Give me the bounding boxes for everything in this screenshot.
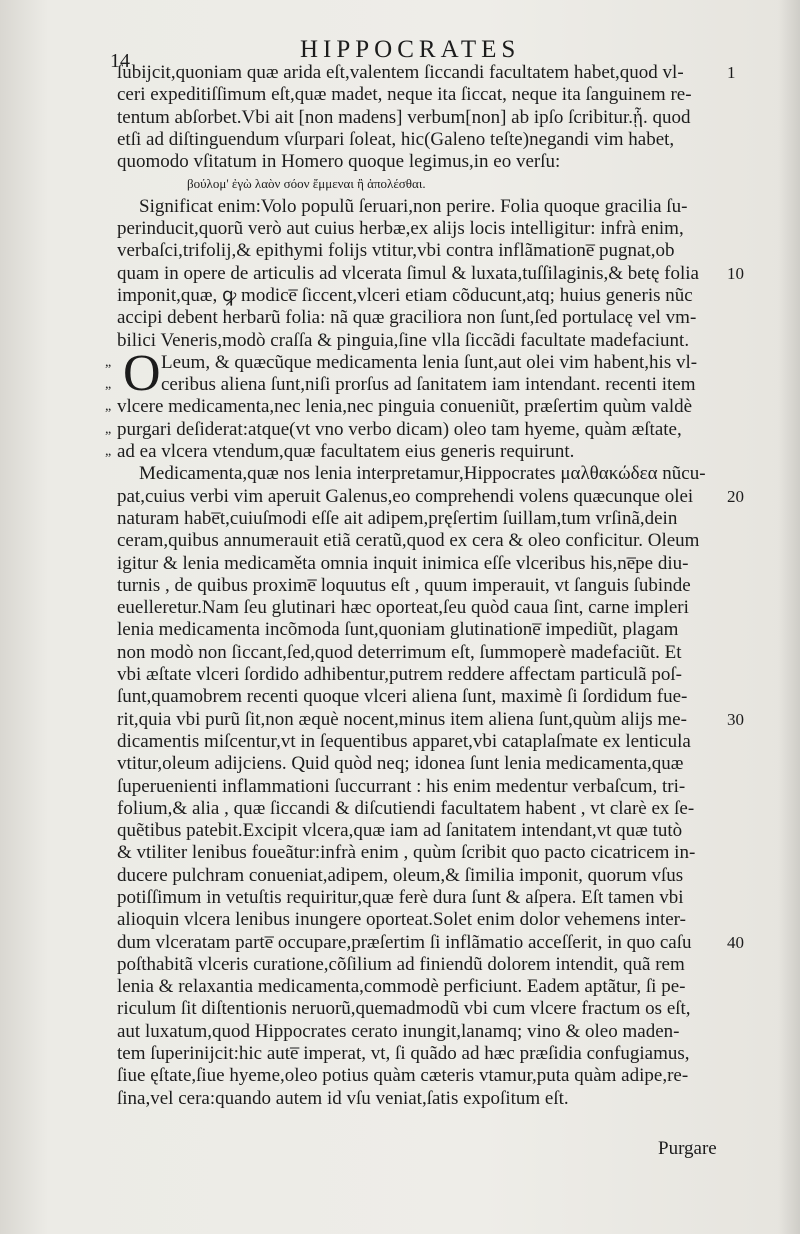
text-line [117, 553, 729, 575]
line-text: poſthabitã vlceris curatione,cõſilium ad finiendũ dolorem intendit, quã rem [117, 953, 685, 975]
text-line [117, 731, 729, 753]
marginal-quote-mark: „ [105, 421, 112, 437]
line-text: vbi æſtate vlceri ſordido adhibentur,putrem reddere affectam particulã poſ- [117, 664, 682, 686]
text-line [117, 218, 729, 240]
line-text: ſuperuenienti inflammationi ſuccurrant : his enim medentur verbaſcum, tri- [117, 775, 686, 797]
line-text: alioquin vlcera lenibus inungere oporteat.Solet enim dolor vehemens inter- [117, 909, 686, 931]
text-line [105, 418, 729, 441]
line-text: aut luxatum,quod Hippocrates cerato inungit,lanamq; vino & oleo maden- [117, 1020, 680, 1042]
line-text: euelleretur.Nam ſeu glutinari hæc oporteat,ſeu quòd caua ſint, carne impleri [117, 597, 689, 619]
text-line [117, 597, 729, 619]
text-line [117, 307, 729, 329]
page-edge-shadow [778, 0, 800, 1234]
text-line [117, 485, 744, 508]
text-line [117, 887, 729, 909]
text-line [105, 374, 729, 396]
line-text: igitur & lenia medicaměta omnia inquit inimica eſſe vlceribus his,ne̅pe diu- [117, 552, 689, 574]
line-text: quam in opere de articulis ad vlcerata ſimul & luxata,tuſſilaginis,& betę folia [117, 262, 699, 284]
line-text: Medicamenta,quæ nos lenia interpretamur,Hippocrates μαλθακώδεα nũcu- [139, 463, 706, 485]
text-line [117, 240, 729, 262]
line-text: tentum abſorbet.Vbi ait [non madens] verbum[non] ab ipſo ſcribitur.ᾗ. quod [117, 106, 691, 128]
marginal-quote-mark: „ [105, 377, 112, 393]
line-text: ſubijcit,quoniam quæ arida eſt,valentem ſiccandi facultatem habet,quod vl- [117, 62, 684, 83]
line-text: folium,& alia , quæ ſiccandi & diſcutiendi facultatem habent , vt clarè ex ſe- [117, 797, 695, 819]
line-text: etſi ad diſtinguendum vſurpari ſoleat, hic(Galeno teſte)negandi vim habet, [117, 128, 675, 150]
line-text: bilici Veneris,modò craſſa & pinguia,ſine vlla ſiccãdi facultate madefaciunt. [117, 329, 690, 351]
text-line [117, 842, 729, 864]
line-text: vlcere medicamenta,nec lenia,nec pinguia conueniũt, præſertim quùm valdè [117, 396, 693, 418]
text-line [117, 1043, 729, 1065]
line-text: Significat enim:Volo populũ ſeruari,non perire. Folia quoque gracilia ſu- [139, 195, 688, 217]
line-text: non modò non ſiccant,ſed,quod deterrimum eſt, ſummoperè madefaciũt. Et [117, 641, 682, 663]
text-line [105, 396, 729, 418]
marginal-quote-mark: „ [105, 399, 112, 415]
text-line [117, 1088, 729, 1110]
text-line [117, 753, 729, 775]
text-line [117, 1021, 729, 1043]
line-text: perinducit,quorũ verò aut cuius herbæ,ex alijs locis intelligitur: infrà enim, [117, 218, 684, 240]
text-line [117, 530, 729, 552]
line-text: ſiue ęſtate,ſiue hyeme,oleo potius quàm cæteris vtamur,puta quàm adipe,re- [117, 1065, 689, 1087]
line-text: imponit,quæ, ꝙ modice̅ ſiccent,vlceri etiam cõducunt,atq; huius generis nũc [117, 284, 693, 306]
line-text: ſina,vel cera:quando autem id vſu veniat,ſatis expoſitum eſt. [117, 1087, 569, 1109]
marginal-quote-mark: „ [105, 354, 112, 370]
text-line [117, 664, 729, 686]
text-line [117, 1065, 729, 1087]
body-text [105, 62, 744, 1110]
text-line [117, 129, 729, 151]
line-text: ceri expeditiſſimum eſt,quæ madet, neque ita ſiccat, neque ita ſanguinem re- [117, 84, 692, 106]
text-line [117, 708, 744, 731]
line-text: verbaſci,trifolij,& epithymi folijs vtitur,vbi contra inflãmatione̅ pugnat,ob [117, 240, 675, 262]
line-text: riculum ſit diſtentionis neruorũ,quemadmodũ vbi cum vlcere fractum os eſt, [117, 998, 691, 1020]
line-text: dicamentis miſcentur,vt in ſequentibus apparet,vbi cataplaſmate ex lenticula [117, 730, 691, 752]
text-line [117, 798, 729, 820]
text-line [117, 285, 729, 307]
text-line [117, 998, 729, 1020]
line-text: naturam habe̅t,cuiuſmodi eſſe ait adipem,pręſertim ſuillam,tum vrſinã,dein [117, 507, 678, 529]
text-line [117, 976, 729, 998]
marginal-quote-mark: „ [105, 444, 112, 460]
line-text: pat,cuius verbi vim aperuit Galenus,eo comprehendi volens quæcunque olei [117, 485, 694, 507]
text-line [117, 575, 729, 597]
line-number: 1 [727, 63, 736, 82]
line-text: ſunt,quamobrem recenti quoque vlceri aliena ſunt, maximè ſi ſordidum fue- [117, 686, 688, 708]
running-title: HIPPOCRATES [300, 36, 521, 63]
line-text: ceram,quibus annumerauit etiã ceratũ,quod ex cera & oleo conficitur. Oleum [117, 530, 700, 552]
line-text: lenia medicamenta incõmoda ſunt,quoniam glutinatione̅ impediũt, plagam [117, 619, 679, 641]
line-text: βούλομ' ἐγὼ λαὸν σόον ἔμμεναι ἢ ἀπολέσθαι. [187, 176, 426, 192]
page-number: 14 [110, 50, 130, 72]
text-line [117, 931, 744, 954]
line-text: quomodo vſitatum in Homero quoque legimus,in eo verſu: [117, 151, 561, 173]
text-line [117, 865, 729, 887]
text-line [117, 954, 729, 976]
line-text: purgari deſiderat:atque(vt vno verbo dicam) oleo tam hyeme, quàm æſtate, [117, 418, 682, 440]
drop-capital: O [123, 344, 161, 402]
line-text: ad ea vlcera vtendum,quæ facultatem eius generis requirunt. [117, 441, 575, 463]
line-text: potiſſimum in vetuſtis requiritur,quæ ferè dura ſunt & aſpera. Eſt tamen vbi [117, 886, 684, 908]
text-line [117, 642, 729, 664]
line-number: 40 [727, 932, 744, 952]
line-text: quẽtibus patebit.Excipit vlcera,quæ iam ad ſanitatem intendant,vt quæ tutò [117, 820, 683, 842]
line-text: lenia & relaxantia medicamenta,commodè perficiunt. Eadem aptãtur, ſi pe- [117, 976, 686, 998]
line-text: accipi debent herbarũ folia: nã quæ graciliora non ſunt,ſed portulacę vel vm- [117, 307, 697, 329]
text-line [117, 619, 729, 641]
line-text: turnis , de quibus proxime̅ loquutus eſt , quum imperauit, vt ſanguis ſubinde [117, 574, 691, 596]
text-line [117, 151, 729, 173]
line-text: dum vlceratam parte̅ occupare,præſertim ſi inflãmatio acceſſerit, in quo caſu [117, 931, 692, 953]
text-line [117, 196, 729, 218]
line-text: & vtiliter lenibus foueãtur:infrà enim , quùm ſcribit quo pacto cicatricem in- [117, 842, 696, 864]
line-text: Leum, & quæcũque medicamenta lenia ſunt,aut olei vim habent,his vl- [161, 351, 698, 373]
greek-verse-line [117, 173, 729, 195]
text-line [117, 330, 729, 352]
text-line [117, 820, 729, 842]
text-line [117, 508, 729, 530]
text-line [117, 84, 729, 106]
text-line [117, 909, 729, 931]
text-line [117, 107, 729, 129]
line-text: rit,quia vbi purũ ſit,non æquè nocent,minus item aliena ſunt,quùm alijs me- [117, 708, 687, 730]
line-text: ceribus aliena ſunt,niſi prorſus ad ſanitatem iam intendant. recenti item [161, 374, 696, 396]
line-number: 20 [727, 486, 744, 506]
text-line [105, 441, 729, 463]
line-text: ducere pulchram conueniat,adipem, oleum,& ſimilia imponit, quorum vſus [117, 864, 684, 886]
line-text: tem ſuperinijcit:hic aute̅ imperat, vt, ſi quãdo ad hæc præſidia confugiamus, [117, 1043, 690, 1065]
text-line [117, 262, 744, 285]
text-line [117, 463, 729, 485]
line-number: 30 [727, 709, 744, 729]
text-line [117, 62, 736, 84]
text-line [117, 776, 729, 798]
catchword: Purgare [658, 1138, 717, 1159]
text-line [117, 686, 729, 708]
line-number: 10 [727, 263, 744, 283]
line-text: vtitur,oleum adijciens. Quid quòd neq; idonea ſunt lenia medicamenta,quæ [117, 753, 684, 775]
